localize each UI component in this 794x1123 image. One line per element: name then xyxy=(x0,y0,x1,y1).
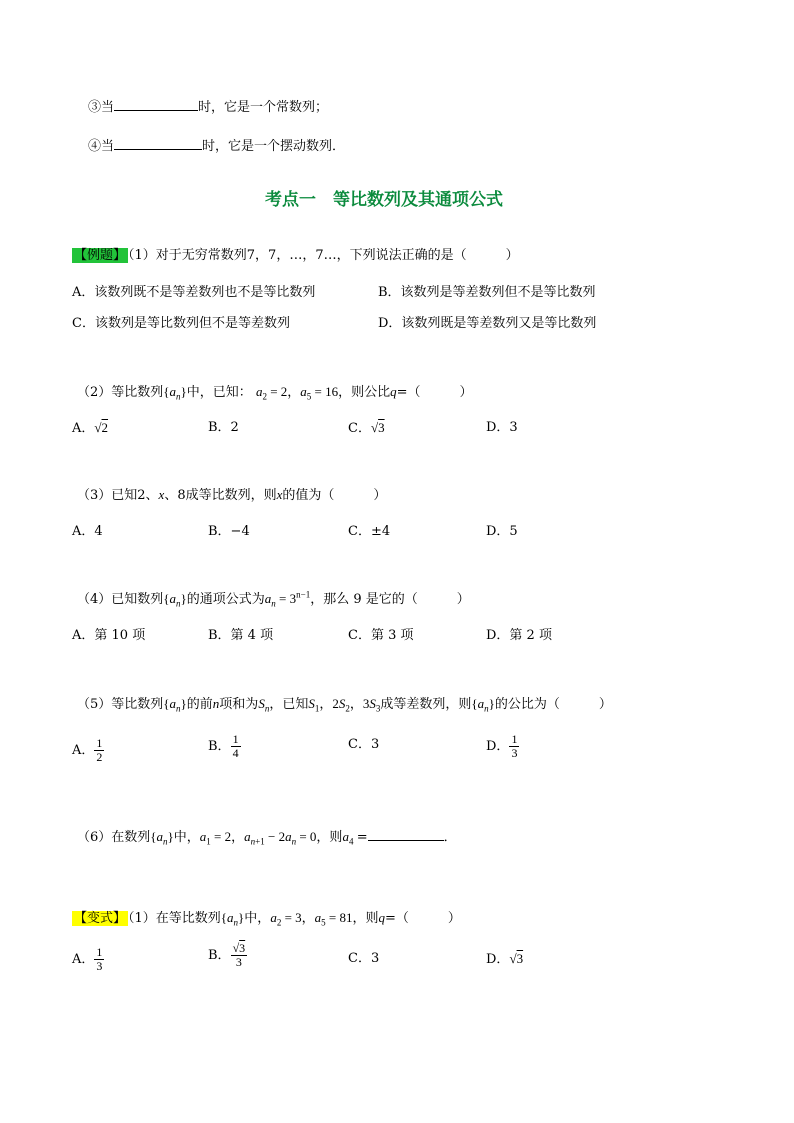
equation: $a_n = 3^{n-1}$ xyxy=(264,589,311,609)
sequence-an: $\{a_n\}$ xyxy=(163,384,187,402)
option-a[interactable]: A．4 xyxy=(72,524,103,539)
option-b[interactable]: B．−4 xyxy=(208,524,250,539)
option-a[interactable]: A． $\frac{1}{3}$ xyxy=(72,945,103,973)
option-d[interactable]: D．该数列既是等差数列又是等比数列 xyxy=(378,316,597,331)
option-d[interactable]: D．3 xyxy=(486,420,518,435)
option-d[interactable]: D．5 xyxy=(486,524,518,539)
section-title: 考点一 等比数列及其通项公式 xyxy=(265,190,503,210)
example-question-2: （2）等比数列$\{a_n\}$中，已知： $a_2 = 2$，$a_5 = 16$，则公比q=（ ） xyxy=(77,384,473,402)
option-c[interactable]: C．第 3 项 xyxy=(348,628,414,643)
equation: $S_1$，$2S_2$，$3S_3$ xyxy=(308,696,381,714)
example-question-5: （5）等比数列$\{a_n\}$的前n项和为$S_n$，已知$S_1$，$2S_2$，$3S_3$成等差数列，则$\{a_n\}$的公比为（ ） xyxy=(77,696,612,714)
option-a[interactable]: A．√2 xyxy=(72,420,109,436)
option-b[interactable]: B． $\frac{1}{4}$ xyxy=(208,732,239,760)
option-c[interactable]: C．该数列是等比数列但不是等差数列 xyxy=(72,316,290,331)
sequence-an: $\{a_n\}$ xyxy=(471,696,495,714)
example-question-3: （3）已知2、x、8成等比数列，则x的值为（ ） xyxy=(77,487,387,503)
option-d[interactable]: D．第 2 项 xyxy=(486,628,552,643)
option-b[interactable]: B．2 xyxy=(208,420,239,435)
sequence-an: $\{a_n\}$ xyxy=(220,910,245,928)
fill-blank[interactable] xyxy=(114,98,198,111)
fraction: $\frac{1}{2}$ xyxy=(96,736,103,764)
option-c[interactable]: C．3 xyxy=(348,951,380,966)
sqrt-expression: √3 xyxy=(509,951,524,966)
option-b[interactable]: B．该数列是等差数列但不是等比数列 xyxy=(378,285,596,300)
variant-tag: 【变式】 xyxy=(74,911,127,926)
option-d[interactable]: D． $\frac{1}{3}$ xyxy=(486,732,518,760)
sequence-an: $\{a_n\}$ xyxy=(150,829,174,847)
equation: $a_2 = 3$，$a_5 = 81$，则 xyxy=(270,910,379,928)
option-b[interactable]: B．第 4 项 xyxy=(208,628,274,643)
fraction: $\frac{1}{3}$ xyxy=(511,732,518,760)
example-tag: 【例题】 xyxy=(74,248,127,263)
equation: $a_1 = 2$，$a_{n+1} - 2a_n = 0$ xyxy=(199,829,317,847)
answer-blank[interactable] xyxy=(368,828,444,841)
option-d[interactable]: D．√3 xyxy=(486,951,524,967)
option-c[interactable]: C．±4 xyxy=(348,524,391,539)
option-b[interactable]: B． $\frac{√3}{3}$ xyxy=(208,941,246,969)
option-a[interactable]: A．该数列既不是等差数列也不是等比数列 xyxy=(72,285,316,300)
sequence-an: $\{a_n\}$ xyxy=(163,591,187,609)
variant-question-1: 【变式】 （1）在等比数列$\{a_n\}$中，$a_2 = 3$，$a_5 = 81$，则q=（ ） xyxy=(74,910,461,928)
equation: $a_2 = 2$，$a_5 = 16$ xyxy=(255,384,339,402)
fraction: $\frac{1}{3}$ xyxy=(96,945,103,973)
example-question-1: 【例题】 （1）对于无穷常数列7，7，…，7…，下列说法正确的是（ ） xyxy=(74,248,519,263)
option-a[interactable]: A． $\frac{1}{2}$ xyxy=(72,736,103,764)
sequence-an: $\{a_n\}$ xyxy=(163,696,187,714)
option-a[interactable]: A．第 10 项 xyxy=(72,628,146,643)
option-c[interactable]: C．3 xyxy=(348,737,380,752)
intro-item-3: ③当 时，它是一个常数列； xyxy=(88,100,329,115)
sqrt-expression: √2 xyxy=(94,420,109,435)
option-c[interactable]: C．√3 xyxy=(348,420,385,436)
fraction: $\frac{1}{4}$ xyxy=(232,732,239,760)
example-question-4: （4）已知数列$\{a_n\}$的通项公式为$a_n = 3^{n-1}$，那么 9 是它的（ ） xyxy=(77,589,470,609)
intro-item-4: ④当 时，它是一个摆动数列． xyxy=(88,139,346,154)
example-question-6: （6）在数列$\{a_n\}$中，$a_1 = 2$，$a_{n+1} - 2a_n = 0$，则$a_4$ = ． xyxy=(77,829,457,847)
fraction: $\frac{√3}{3}$ xyxy=(232,941,246,969)
sqrt-expression: √3 xyxy=(370,420,385,435)
fill-blank[interactable] xyxy=(114,137,202,150)
